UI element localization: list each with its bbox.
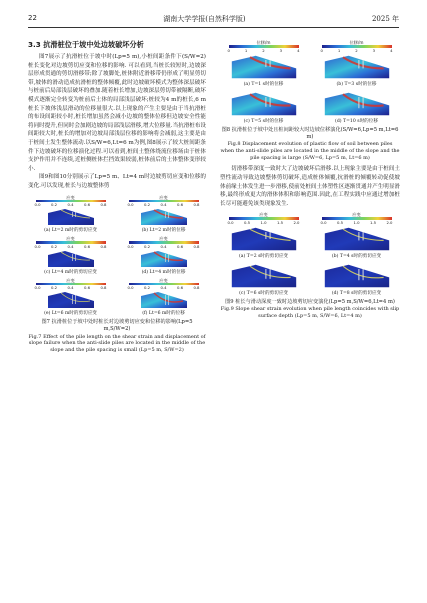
- anti-slide-pile: [265, 97, 266, 107]
- figure-panel: [220, 40, 307, 88]
- tick-label: 0.2: [143, 202, 151, 208]
- slope-model-image: [31, 290, 111, 310]
- slope-model-image: [223, 225, 305, 253]
- anti-slide-pile: [72, 295, 73, 304]
- slope-model-image: [316, 225, 398, 253]
- tick-label: 0.4: [160, 243, 167, 249]
- anti-slide-pile: [269, 269, 270, 279]
- tick-label: 1.0: [353, 219, 360, 225]
- color-scale-label: 应变: [352, 212, 361, 218]
- panel-caption: (a) Lt=2 m时的剪切应变: [44, 228, 97, 234]
- tick-label: 0.4: [67, 285, 74, 291]
- panel-caption: (d) Lt=4 m时的位移: [141, 269, 186, 275]
- figure-panel: [28, 236, 113, 276]
- tick-label: 0.2: [50, 243, 58, 249]
- anti-slide-pile: [75, 295, 76, 304]
- slope-body: [231, 228, 295, 250]
- figure-panel: [121, 236, 206, 276]
- anti-slide-pile: [358, 232, 359, 240]
- section-title: 3.3 抗滑桩位于坡中处边坡破坏分析: [28, 40, 144, 49]
- tick-label: 2.0: [386, 219, 393, 225]
- panel-caption: (d) T=10 s时的位移: [335, 118, 378, 124]
- figure-panel: [121, 278, 206, 318]
- slope-body: [231, 55, 295, 77]
- tick-label: 0.0: [34, 202, 41, 208]
- anti-slide-pile: [362, 269, 363, 280]
- color-scale: [35, 236, 107, 249]
- tick-label: 0.8: [193, 243, 200, 249]
- anti-slide-pile: [165, 254, 166, 262]
- tick-label: 1: [244, 47, 248, 53]
- figure-panel: [220, 90, 307, 125]
- anti-slide-pile: [165, 295, 166, 305]
- tick-label: 0.8: [100, 202, 107, 208]
- tick-label: 0.6: [176, 202, 183, 208]
- slope-body: [324, 228, 388, 250]
- page-number: 22: [28, 14, 37, 22]
- color-scale: [128, 236, 200, 249]
- slope-body: [141, 251, 187, 267]
- tick-label: 0.6: [83, 243, 90, 249]
- panel-caption: (e) Lt=6 m时的剪切应变: [44, 311, 97, 317]
- tick-label: 0.0: [127, 285, 134, 291]
- color-scale-label: 应变: [159, 236, 168, 242]
- tick-label: 0.5: [336, 219, 344, 225]
- tick-label: 0.0: [34, 243, 41, 249]
- tick-label: 3: [279, 47, 283, 53]
- anti-slide-pile: [72, 212, 73, 217]
- color-scale-label: 应变: [66, 194, 75, 200]
- tick-label: 0.4: [67, 202, 74, 208]
- tick-label: 0.6: [83, 285, 90, 291]
- anti-slide-pile: [168, 212, 169, 218]
- slope-model-image: [124, 207, 204, 227]
- anti-slide-pile: [168, 295, 169, 305]
- panel-caption: (b) T=3 s时的位移: [336, 81, 377, 87]
- figure-panel: [220, 262, 307, 297]
- tick-label: 1: [337, 47, 341, 53]
- figure-9-caption-en: Fig.9 Slope shear strain evolution when pile length coincides with slip surface depth (Lp=5 m, S/W=6, Lt=4 m): [220, 306, 400, 319]
- color-scale: [35, 278, 107, 291]
- tick-label: 0.4: [160, 202, 167, 208]
- panel-caption: (b) T=4 s时的剪切应变: [331, 253, 382, 259]
- slope-model-image: [223, 262, 305, 290]
- figure-panel: [313, 262, 400, 297]
- panel-caption: (f) Lt=6 m时的位移: [142, 311, 185, 317]
- slope-model-image: [31, 249, 111, 269]
- left-paragraph: 图7展示了抗滑桩位于坡中时(Lp=5 m),小桩间距条件下(S/W=2)桩长变化对边坡剪切应变和位移的影响. 可以看到,当桩长较短时,边坡深层形成贯通的剪切滑移带;除了坡脚处,桩体附近滑移带仍形成了明显剪切带,坡体的滑动造成抗滑桩的整体倾覆,此时边坡破坏模式为整体深层破坏与桩前后局部浅层破坏的叠加.随着桩长增加,边坡深层剪切带被隔断,破坏模式逐渐完全转变为桩前后土体的局部浅层破坏;桩较为4 m的桩长,6 m桩长下坡体浅层滑动的位移量很大.以上现象的产生主要是由于当抗滑桩的布设间距较小时,桩长增加虽然会减小边坡的整体位移但边坡安全性能将同时提升,但同时会加剧边坡的局部浅层滑移,增大位移量.当抗滑桩布设间距较大时,桩长的增加对边坡局部浅层位移的影响将会减弱,这主要是由于桩间土发生整体流动.以S/W=6,Lt=6 m为例,图8展示了较大桩间距条件下边坡破坏的位移演化过程.可以看到,桩间土整体绕流位移场由于桩体支护作用并不连续,近桩侧桩体拦挡效果较弱,桩体前后的土体整体变形较小.: [28, 54, 206, 172]
- anti-slide-pile: [269, 97, 270, 107]
- figure-9: [220, 212, 400, 297]
- left-paragraph-2: 图9和图10分别展示了Lp=5 m、Lt=4 m时边坡剪切应变和位移的变化.可以发现,桩长与边坡整体剪: [28, 174, 206, 189]
- tick-label: 0.0: [227, 219, 234, 225]
- figure-8: [220, 40, 400, 125]
- tick-label: 0.0: [320, 219, 327, 225]
- tick-label: 0.0: [34, 285, 41, 291]
- tick-label: 0.8: [193, 285, 200, 291]
- color-scale: [35, 195, 107, 208]
- anti-slide-pile: [358, 60, 359, 68]
- page-header: [28, 14, 399, 28]
- tick-label: 0.4: [160, 285, 167, 291]
- figure-7-caption-en: Fig.7 Effect of the pile length on the shear strain and displacement of slope failure when the anti-slide piles are located in the middle of the slope and the pile spacing is small (Lp=5 m, S/W=2): [28, 333, 206, 354]
- figure-panel: [220, 212, 307, 260]
- tick-label: 0.8: [100, 285, 107, 291]
- tick-label: 1.5: [369, 219, 376, 225]
- color-scale: [228, 40, 300, 53]
- slope-body: [48, 251, 94, 267]
- color-scale-label: 应变: [66, 277, 75, 283]
- tick-label: 0.2: [143, 285, 151, 291]
- panel-caption: (b) Lt=2 m时的位移: [141, 228, 186, 234]
- tick-label: 0.5: [243, 219, 251, 225]
- anti-slide-pile: [362, 97, 363, 108]
- figure-panel: [313, 90, 400, 125]
- color-scale: [228, 212, 300, 225]
- slope-body: [324, 92, 388, 114]
- slope-body: [231, 265, 295, 287]
- slope-model-image: [31, 207, 111, 227]
- tick-label: 1.5: [276, 219, 283, 225]
- slope-body: [324, 55, 388, 77]
- tick-label: 2.0: [293, 219, 300, 225]
- tick-label: 0.8: [193, 202, 200, 208]
- right-column: [220, 40, 400, 320]
- tick-label: 0.6: [176, 243, 183, 249]
- slope-model-image: [316, 262, 398, 290]
- slope-model-image: [316, 53, 398, 81]
- slope-model-image: [124, 249, 204, 269]
- color-scale-label: 应变: [159, 277, 168, 283]
- figure-panel: [28, 278, 113, 318]
- tick-label: 2: [355, 47, 358, 53]
- color-scale-label: 位移/m: [349, 40, 364, 45]
- figure-7-caption-cn: 图7 抗滑桩位于坡中处时桩长对边坡剪切应变和位移的影响(Lp=5 m,S/W=2): [41, 319, 193, 333]
- journal-name: 湖南大学学报(自然科学版): [163, 15, 246, 23]
- tick-label: 0.6: [83, 202, 90, 208]
- tick-label: 0.8: [100, 243, 107, 249]
- figure-7: [28, 195, 206, 318]
- tick-label: 0: [227, 47, 230, 53]
- anti-slide-pile: [362, 60, 363, 68]
- anti-slide-pile: [265, 232, 266, 239]
- tick-label: 0: [320, 47, 323, 53]
- panel-caption: (c) T=5 s时的位移: [243, 118, 284, 124]
- figure-panel: [121, 195, 206, 235]
- color-scale-label: 位移/m: [256, 40, 271, 45]
- tick-label: 0.2: [50, 202, 58, 208]
- tick-label: 4: [390, 47, 393, 53]
- tick-label: 0.6: [176, 285, 183, 291]
- figure-panel: [28, 195, 113, 235]
- slope-model-image: [223, 53, 305, 81]
- color-scale: [128, 195, 200, 208]
- color-scale-label: 应变: [259, 212, 268, 218]
- right-paragraph: 切滑移带深度一致时大了边坡破坏后滑移.以上现象主要是由于桩间土塑性流动导致边坡整体剪切破坏,造成桩体倾覆,抗滑桩的倾覆转动促使坡体前缘土体发生进一步滑移,使前处桩间土体塑性区逐渐贯通并产生明显滑移,最终形成更大的滑体体积和影响范围.因此,在工程实践中应通过增加桩长尽可能避免该类现象发生.: [220, 166, 400, 207]
- slope-body: [231, 92, 295, 114]
- panel-caption: (d) T=8 s时的剪切应变: [331, 290, 382, 296]
- slope-body: [141, 209, 187, 225]
- figure-panel: [313, 212, 400, 260]
- anti-slide-pile: [358, 97, 359, 108]
- slope-model-image: [316, 90, 398, 118]
- tick-label: 0.4: [67, 243, 74, 249]
- tick-label: 2: [262, 47, 265, 53]
- tick-label: 1.0: [260, 219, 267, 225]
- anti-slide-pile: [72, 254, 73, 261]
- anti-slide-pile: [358, 269, 359, 280]
- slope-body: [48, 292, 94, 308]
- anti-slide-pile: [265, 269, 266, 279]
- anti-slide-pile: [362, 232, 363, 240]
- tick-label: 0.0: [127, 202, 134, 208]
- tick-label: 4: [297, 47, 300, 53]
- slope-model-image: [124, 290, 204, 310]
- anti-slide-pile: [269, 232, 270, 239]
- tick-label: 0.2: [143, 243, 151, 249]
- anti-slide-pile: [265, 60, 266, 67]
- anti-slide-pile: [168, 254, 169, 262]
- figure-9-caption-cn: 图9 桩长与滑动深度一致时边坡剪切应变演化(Lp=5 m,S/W=6,Lt=4 m): [225, 298, 395, 305]
- color-scale: [128, 278, 200, 291]
- figure-8-caption-en: Fig.8 Displacement evolution of plastic flow of soil between piles when the anti-slide piles are located in the middle of the slope and the pile spacing is large (S/W=6, Lp=5 m, Lt=6 m): [220, 141, 400, 161]
- slope-model-image: [223, 90, 305, 118]
- header-rule: [28, 27, 399, 28]
- anti-slide-pile: [165, 212, 166, 218]
- anti-slide-pile: [269, 60, 270, 67]
- color-scale-label: 应变: [66, 236, 75, 242]
- panel-caption: (a) T=1 s时的位移: [243, 81, 284, 87]
- color-scale-label: 应变: [159, 194, 168, 200]
- tick-label: 0.0: [127, 243, 134, 249]
- panel-caption: (c) Lt=4 m时的剪切应变: [44, 269, 97, 275]
- tick-label: 0.2: [50, 285, 58, 291]
- slope-body: [48, 209, 94, 225]
- anti-slide-pile: [75, 254, 76, 261]
- left-column: [28, 40, 206, 354]
- slope-body: [324, 265, 388, 287]
- journal-year: 2025 年: [371, 15, 399, 23]
- anti-slide-pile: [75, 212, 76, 217]
- figure-8-caption-cn: 图8 抗滑桩位于坡中处且桩间距较大时边坡位移演化(S/W=6,Lp=5 m,Lt=6 m): [221, 126, 399, 140]
- color-scale: [321, 40, 393, 53]
- tick-label: 3: [372, 47, 376, 53]
- figure-panel: [313, 40, 400, 88]
- panel-caption: (a) T=2 s时的剪切应变: [239, 253, 288, 259]
- panel-caption: (c) T=6 s时的剪切应变: [239, 290, 288, 296]
- color-scale: [321, 212, 393, 225]
